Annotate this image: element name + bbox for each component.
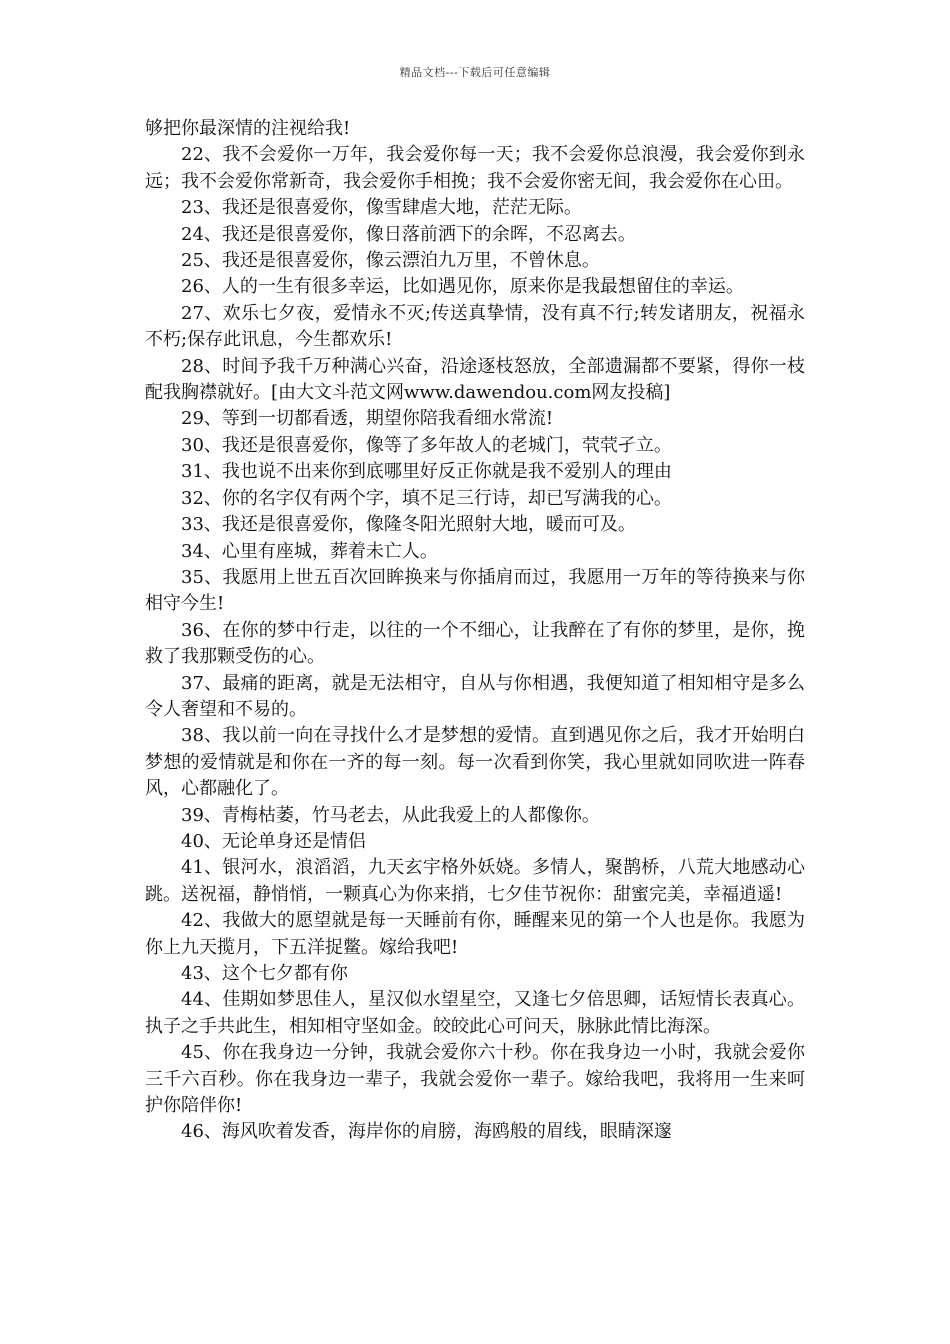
- paragraph: 24、我还是很喜爱你，像日落前洒下的余晖，不忍离去。: [181, 223, 636, 245]
- paragraph: 38、我以前一向在寻找什么才是梦想的爱情。直到遇见你之后，我才开始明白梦想的爱情就是和你在一齐的每一刻。每一次看到你笑，我心里就如同吹进一阵春风，心都融化了。: [145, 725, 805, 800]
- paragraph: 32、你的名字仅有两个字，填不足三行诗，却已写满我的心。: [181, 487, 672, 509]
- paragraph: 42、我做大的愿望就是每一天睡前有你，睡醒来见的第一个人也是你。我愿为你上九天揽月，下五洋捉鳖。嫁给我吧!: [145, 910, 805, 958]
- paragraph: 40、无论单身还是情侣: [181, 830, 366, 852]
- paragraph: 29、等到一切都看透，期望你陪我看细水常流!: [181, 408, 554, 430]
- paragraph: 41、银河水，浪滔滔，九天玄宇格外妖娆。多情人，聚鹊桥，八荒大地感动心跳。送祝福，静悄悄，一颗真心为你来捎，七夕佳节祝你：甜蜜完美，幸福逍遥!: [145, 857, 805, 905]
- paragraph: 30、我还是很喜爱你，像等了多年故人的老城门，茕茕孑立。: [181, 434, 672, 456]
- paragraph: 46、海风吹着发香，海岸你的肩膀，海鸥般的眉线，眼睛深邃: [181, 1121, 672, 1143]
- paragraph: 33、我还是很喜爱你，像隆冬阳光照射大地，暖而可及。: [181, 514, 636, 536]
- paragraph: 25、我还是很喜爱你，像云漂泊九万里，不曾休息。: [181, 250, 600, 272]
- paragraph: 43、这个七夕都有你: [181, 963, 348, 984]
- paragraph: 22、我不会爱你一万年，我会爱你每一天；我不会爱你总浪漫，我会爱你到永远；我不会爱你常新奇，我会爱你手相挽；我不会爱你密无间，我会爱你在心田。: [145, 144, 805, 192]
- paragraph: 27、欢乐七夕夜，爱情永不灭;传送真挚情，没有真不行;转发诸朋友，祝福永不朽;保存此讯息，今生都欢乐!: [145, 302, 805, 351]
- paragraph: 36、在你的梦中行走，以往的一个不细心，让我醉在了有你的梦里，是你，挽救了我那颗受伤的心。: [145, 619, 805, 668]
- paragraph: 31、我也说不出来你到底哪里好反正你就是我不爱别人的理由: [181, 461, 672, 483]
- paragraph: 45、你在我身边一分钟，我就会爱你六十秒。你在我身边一小时，我就会爱你三千六百秒。你在我身边一辈子，我就会爱你一辈子。嫁给我吧，我将用一生来呵护你陪伴你!: [145, 1042, 805, 1117]
- paragraph: 37、最痛的距离，就是无法相守，自从与你相遇，我便知道了相知相守是多么令人奢望和不易的。: [145, 672, 805, 720]
- paragraph: 39、青梅枯萎，竹马老去，从此我爱上的人都像你。: [181, 804, 600, 826]
- paragraph: 够把你最深情的注视给我!: [145, 118, 351, 139]
- paragraph: 28、时间予我千万种满心兴奋，沿途逐枝怒放，全部遗漏都不要紧，得你一枝配我胸襟就好。[由大文斗范文网www.dawendou.com网友投稿]: [145, 355, 805, 404]
- page-header: 精品文档---下载后可任意编辑: [399, 66, 551, 79]
- paragraph: 44、佳期如梦思佳人，星汉似水望星空，又逢七夕倍思卿，话短情长表真心。执子之手共此生，相知相守坚如金。皎皎此心可问天，脉脉此情比海深。: [145, 989, 805, 1037]
- paragraph: 35、我愿用上世五百次回眸换来与你插肩而过，我愿用一万年的等待换来与你相守今生!: [145, 566, 805, 615]
- paragraph: 23、我还是很喜爱你，像雪肆虐大地，茫茫无际。: [181, 197, 582, 219]
- paragraph: 26、人的一生有很多幸运，比如遇见你，原来你是我最想留住的幸运。: [181, 276, 744, 298]
- paragraph: 34、心里有座城，葬着未亡人。: [181, 540, 438, 562]
- document-body: [145, 116, 805, 1146]
